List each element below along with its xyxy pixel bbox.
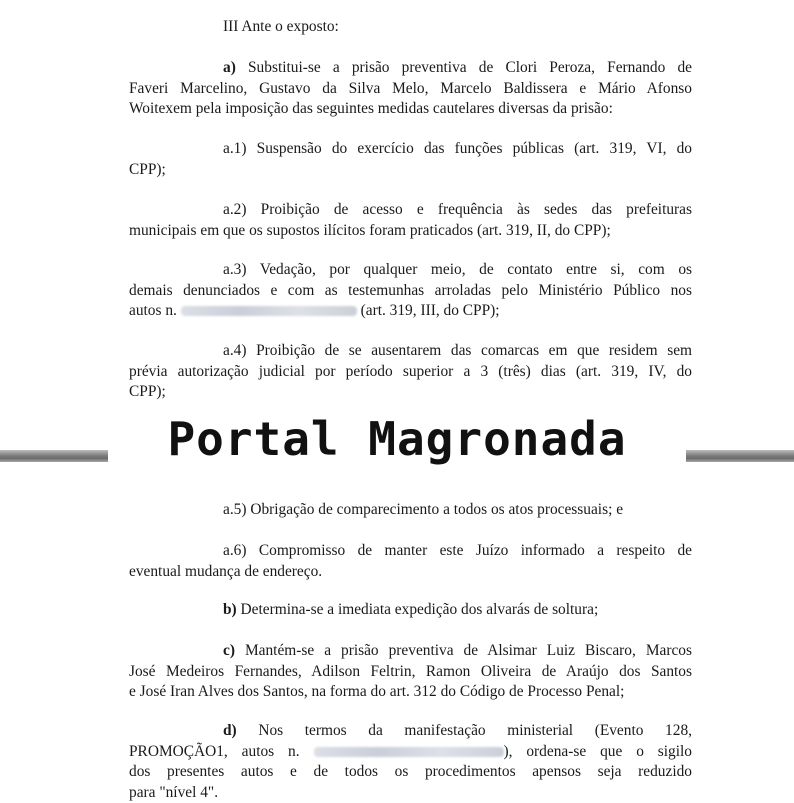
intro-text: III Ante o exposto: bbox=[223, 18, 339, 35]
paragraph-d-line-1 bbox=[129, 721, 692, 742]
intro-paragraph bbox=[129, 17, 692, 38]
redacted-case-number-2 bbox=[314, 747, 504, 757]
paragraph-a6-line-2: eventual mudança de endereço. bbox=[129, 562, 323, 580]
paragraph-a5-line-1: a.5) Obrigação de comparecimento a todos os atos processuais; e bbox=[223, 501, 624, 518]
paragraph-b bbox=[129, 600, 692, 621]
paragraph-a6 bbox=[129, 541, 692, 582]
paragraph-c bbox=[129, 641, 692, 703]
paragraph-a3-line-3 bbox=[129, 301, 692, 322]
label-b: b) bbox=[223, 601, 237, 618]
paragraph-c-line-3: e José Iran Alves dos Santos, na forma do art. 312 do Código de Processo Penal; bbox=[129, 683, 625, 700]
paragraph-d-text-1: Nos termos da manifestação ministerial (Evento 128, bbox=[258, 722, 692, 739]
paragraph-c-text-1: Mantém-se a prisão preventiva de Alsimar Luiz Biscaro, Marcos bbox=[244, 642, 692, 659]
paragraph-a3-line-1: a.3) Vedação, por qualquer meio, de contato entre si, com os bbox=[223, 261, 692, 278]
paragraph-a-line-3: Woitexem pela imposição das seguintes medidas cautelares diversas da prisão: bbox=[129, 100, 613, 117]
paragraph-b-text: Determina-se a imediata expedição dos alvarás de soltura; bbox=[240, 601, 599, 618]
paragraph-d-line-4: para "nível 4". bbox=[129, 783, 219, 801]
paragraph-a-text-1: Substitui-se a prisão preventiva de Clori Peroza, Fernando de bbox=[248, 59, 692, 76]
label-c: c) bbox=[223, 642, 235, 659]
paragraph-a-line-2: Faveri Marcelino, Gustavo da Silva Melo, Marcelo Baldissera e Mário Afonso bbox=[129, 79, 692, 97]
paragraph-d bbox=[129, 721, 692, 803]
paragraph-a1 bbox=[129, 139, 692, 180]
paragraph-a3-line-2: demais denunciados e com as testemunhas arroladas pelo Ministério Público nos bbox=[129, 281, 692, 299]
paragraph-a3-text-pre: autos n. bbox=[129, 302, 177, 319]
paragraph-c-line-1 bbox=[129, 641, 692, 662]
paragraph-a4 bbox=[129, 341, 692, 403]
paragraph-d-line-3: dos presentes autos e de todos os procedimentos apensos seja reduzido bbox=[129, 763, 692, 780]
paragraph-a2-line-2: municipais em que os supostos ilícitos foram praticados (art. 319, II, do CPP); bbox=[129, 221, 611, 239]
paragraph-c-line-2: José Medeiros Fernandes, Adilson Feltrin, Ramon Oliveira de Araújo dos Santos bbox=[129, 662, 692, 680]
paragraph-b-line-1 bbox=[129, 600, 692, 621]
paragraph-a2 bbox=[129, 200, 692, 241]
paragraph-d-text-post: ), ordena-se que o sigilo bbox=[503, 742, 692, 760]
paragraph-a3-text-post: (art. 319, III, do CPP); bbox=[360, 302, 500, 319]
document-page-lower bbox=[0, 462, 794, 803]
paragraph-d-line-2 bbox=[129, 742, 692, 763]
paragraph-d-text-pre: PROMOÇÃO1, autos n. bbox=[129, 742, 300, 760]
label-d: d) bbox=[223, 722, 237, 739]
watermark-banner: Portal Magronada bbox=[108, 408, 686, 470]
paragraph-a6-line-1: a.6) Compromisso de manter este Juízo informado a respeito de bbox=[223, 542, 692, 559]
paragraph-a2-line-1: a.2) Proibição de acesso e frequência às sedes das prefeituras bbox=[223, 201, 692, 218]
paragraph-a1-line-1: a.1) Suspensão do exercício das funções públicas (art. 319, VI, do bbox=[223, 140, 692, 157]
paragraph-a5 bbox=[129, 500, 692, 521]
paragraph-a bbox=[129, 58, 692, 120]
paragraph-a4-line-1: a.4) Proibição de se ausentarem das comarcas em que residem sem bbox=[223, 342, 692, 359]
paragraph-a-line-1 bbox=[129, 58, 692, 79]
label-a: a) bbox=[223, 59, 236, 76]
redacted-case-number bbox=[181, 306, 357, 316]
paragraph-a4-line-3: CPP); bbox=[129, 383, 166, 400]
paragraph-a3 bbox=[129, 260, 692, 322]
paragraph-a1-line-2: CPP); bbox=[129, 160, 166, 178]
paragraph-a4-line-2: prévia autorização judicial por período superior a 3 (três) dias (art. 319, IV, do bbox=[129, 362, 692, 380]
